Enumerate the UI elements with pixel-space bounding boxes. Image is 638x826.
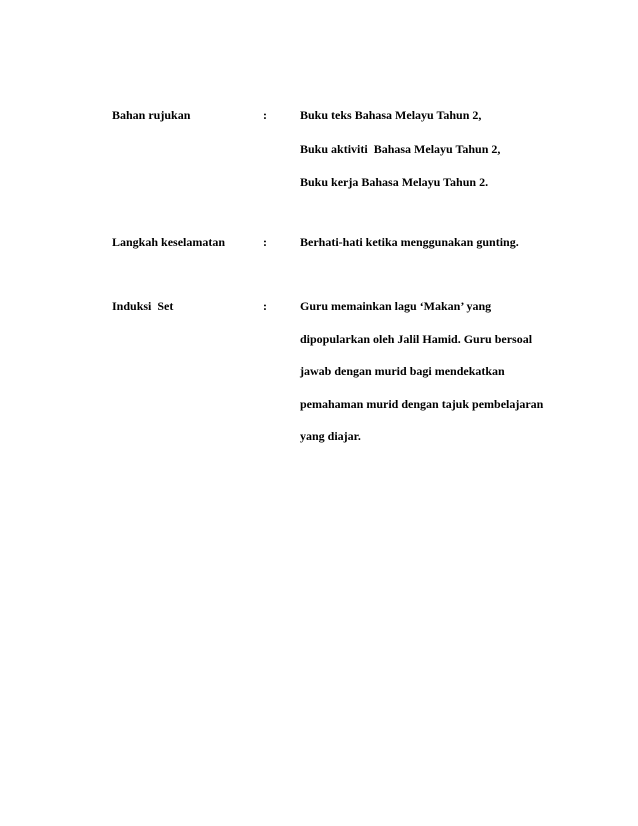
section-label: Langkah keselamatan (112, 235, 226, 249)
section-label: Bahan rujukan (112, 108, 191, 122)
section-text-line: pemahaman murid dengan tajuk pembelajaran (300, 397, 544, 411)
section-colon: : (263, 108, 267, 122)
section-text-line: yang diajar. (300, 429, 361, 443)
section-text-line: Guru memainkan lagu ‘Makan’ yang (300, 299, 492, 313)
section-text-line: Berhati-hati ketika menggunakan gunting. (300, 235, 519, 249)
section-text-line: Buku teks Bahasa Melayu Tahun 2, (300, 108, 482, 122)
section-label: Induksi Set (112, 299, 174, 313)
section-text-line: jawab dengan murid bagi mendekatkan (300, 364, 505, 378)
section-text-line: dipopularkan oleh Jalil Hamid. Guru bersoal (300, 332, 533, 346)
section-text-line: Buku aktiviti Bahasa Melayu Tahun 2, (300, 142, 501, 156)
section-text-line: Buku kerja Bahasa Melayu Tahun 2. (300, 175, 489, 189)
section-colon: : (263, 235, 267, 249)
section-colon: : (263, 299, 267, 313)
